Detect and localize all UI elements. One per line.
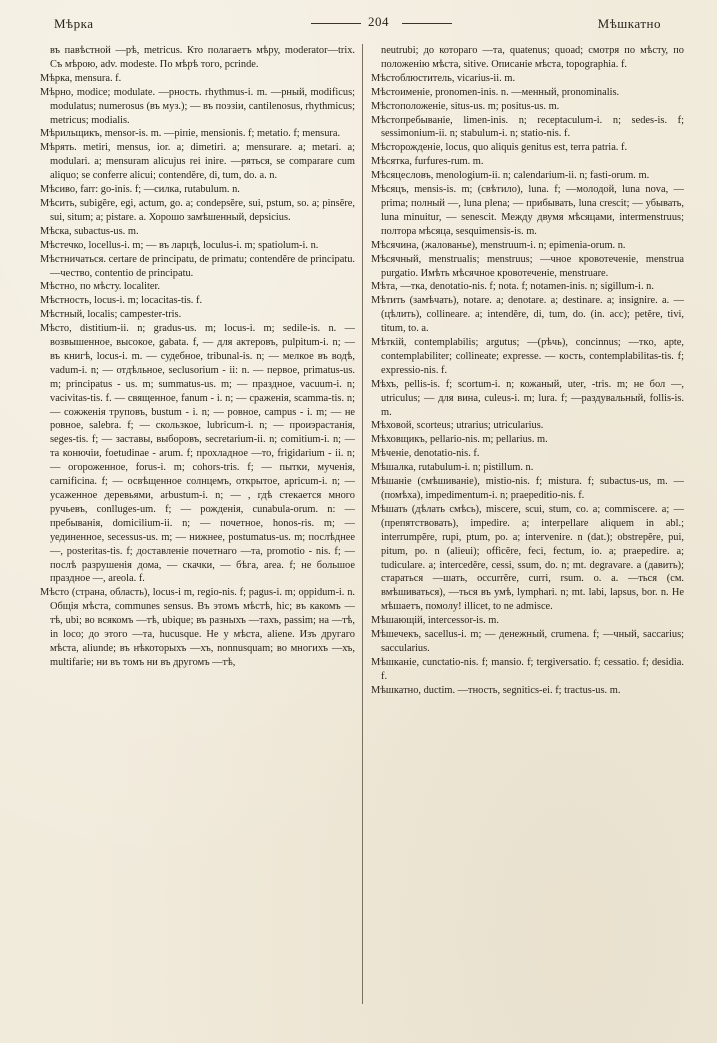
header-rule-left xyxy=(311,23,361,24)
entry: Мѣстечко, locellus-i. m; — въ ларцѣ, loculus-i. m; spatiolum-i. n. xyxy=(40,239,319,251)
entry: Мѣшечекъ, sacellus-i. m; — денежный, crumena. f; —чный, saccarius; saccularius. xyxy=(371,629,684,654)
entry: Мѣшающій, intercessor-is. m. xyxy=(371,615,499,627)
column-divider xyxy=(362,44,363,1004)
entry: Мѣрять. metiri, mensus, ior. a; dimetiri. a; mensurare. a; metari. a; modulari. a; mensuram alicujus rei inire. —ряться, se comparare cum aliquo; se conferre alicui; contendĕre, di, tum, do. a. n. xyxy=(40,142,355,182)
entry: Мѣсяцъ, mensis-is. m; (свѣтило), luna. f; —молодой, luna nova, — prima; полный —, luna plena; — прибывать, luna crescit; — убывать, luna minuitur, — senescit. Между двумя мѣсяцами, intermenstruus; полтора мѣсяца, sesquimensis-is. m. xyxy=(371,184,684,237)
page-number: 204 xyxy=(368,14,389,29)
entry: въ павѣстной —рѣ, metricus. Кто полагаетъ мѣру, moderator—trix. Съ мѣрою, adv. modeste. По мѣрѣ того, pcrinde. xyxy=(50,45,355,70)
entry: Мѣсить, subigĕre, egi, actum, go. a; condepsĕre, sui, pstum, so. a; pinsĕre, sui, situm; a; pistare. a. Хорошо замѣшенный, depsicius. xyxy=(40,197,355,223)
header-rule-right xyxy=(402,23,452,24)
entry: Мѣсячина, (жалованье), menstruum-i. n; epimenia-orum. n. xyxy=(371,239,626,251)
page-header xyxy=(36,12,679,34)
entry: Мѣрка, mensura. f. xyxy=(40,72,122,84)
entry: Мѣстный, localis; campester-tris. xyxy=(40,309,182,321)
entry: Мѣсторожденіе, locus, quo aliquis genitus est, terra patria. f. xyxy=(371,142,628,154)
entry: Мѣченіе, denotatio-nis. f. xyxy=(371,448,480,460)
entry: Мѣткій, contemplabilis; argutus; —(рѣчь), concinnus; —ткo, apte, contemplabiliter; collineate; expresse. — кость, contemplabilitas-tis. f; expressio-nis. f. xyxy=(371,337,684,376)
entry: Мѣсто (страна, область), locus-i m, regio-nis. f; pagus-i. m; oppidum-i. n. Общія мѣста, communes sensus. Въ этомъ мѣстѣ, hic; въ какомъ —тѣ, ubi; во всякомъ —тѣ, ubique; въ разныхъ —тахъ, passim; на —тѣ, in loco; до этого —та, hucusque. Не у мѣста, aliene. Изъ другаго мѣста, aliunde; въ нѣкоторыхъ —хъ, nonnusquam; во многихъ —хъ, multifarie; ни въ томъ ни въ другомъ —тѣ, xyxy=(40,587,355,668)
entry: Мѣстопребываніе, limen-inis. n; receptaculum-i. n; sedes-is. f; sessimonium-ii. n; stabulum-i. n; statio-nis. f. xyxy=(371,114,684,140)
entry: Мѣстно, по мѣсту. localiter. xyxy=(40,281,160,293)
right-column xyxy=(371,44,684,698)
left-column xyxy=(40,44,355,670)
entry: Мѣховой, scorteus; utrarius; utricularius. xyxy=(371,420,544,432)
entry: neutrubi; до котораго —та, quatenus; quoad; смотря по мѣсту, по положенію мѣста, sitive. Описаніе мѣста, topographia. f. xyxy=(381,45,684,70)
entry: Мѣхъ, pellis-is. f; scortum-i. n; кожаный, uter, -tris. m; не бол —, utriculus; — для вина, culeus-i. m; lura. f; —раздувальный, follis-is. m. xyxy=(371,378,684,418)
entry: Мѣсячный, menstrualis; menstruus; —чное кровотеченіе, menstrua purgatio. Имѣть мѣсячное кровотеченіе, menstruare. xyxy=(371,253,684,279)
entry: Мѣстоблюститель, vicarius-ii. m. xyxy=(371,72,516,84)
entry: Мѣстничаться. certare de principatu, de primatu; contendĕre de principatu. —чество, contentio de principatu. xyxy=(40,253,355,279)
entry: Мѣсиво, farr: go-inis. f; —силка, rutabulum. n. xyxy=(40,184,240,196)
entry: Мѣшаніе (смѣшиваніе), mistio-nis. f; mistura. f; subactus-us, m. — (помѣха), impedimentum-i. n; praepeditio-nis. f. xyxy=(371,476,684,501)
entry: Мѣсятка, furfures-rum. m. xyxy=(371,156,484,168)
entry: Мѣшканіе, cunctatio-nis. f; mansio. f; tergiversatio. f; cessatio. f; desidia. f. xyxy=(371,656,684,682)
entry: Мѣсто, distitium-ii. n; gradus-us. m; locus-i. m; sedile-is. n. — возвышенное, высокое, gabata. f, — для актеровъ, pulpitum-i. n; — въ книгѣ, locus-i. m. — судебное, tribunal-is. n; — мелкое въ водѣ, vadum-i. n; — отдѣльное, seclusorium - ii: n. — первое, primatus-us. m; principatus - us. m; summatus-us. m; — праздное, vacuum-i. n; vacivitas-tis. f. — священное, fanum - i. n; — сраженія, scamma-tis. n; — сожженія труповъ, bustum - i. n; — ровное, campus - i. m; — не ровное, salebra. f; — скользкое, lubricum-i. n; — проиэрастанія, seges-tis. f; — заставы, выборовъ, secretarium-ii. n; comitium-i. n; —та конючіи, foetudinae - arum. f; прохладное —то, frigidarium - ii. n; — огороженное, forus-i. m; cohors-tris. f; — пытки, мученія, carnificina. f; — освѣщенное солнцемъ, открытое, apricum-i. n; — усаженное деревьями, arbustum-i. n; — , гдѣ стекается много ручьевъ, conlluges-um. f; — рожденія, cunabula-orum. n: — пребыванія, domicilium-ii. n; — почетное, honos-ris. m; — уединенное, secessus-us. m; — нижнее, postumatus-us. m; послѣднее —, posteritas-tis. f; доставленіе почетнаго —та, promotio - nis. f; — послѣ разрушенія дома, — скачки, — бѣга, area. f; не большое праздное —, areola. f. xyxy=(40,323,355,585)
running-head-left: Мѣрка xyxy=(54,16,94,31)
entry: Мѣрильщикъ, mensor-is. m. —ріпіе, mensionis. f; metatio. f; mensura. xyxy=(40,128,341,140)
entry: Мѣска, subactus-us. m. xyxy=(40,225,139,237)
entry: Мѣстоименіе, pronomen-inis. n. —менный, pronominalis. xyxy=(371,86,620,98)
entry: Мѣховщикъ, pellario-nis. m; pellarius. m. xyxy=(371,434,548,446)
entry: Мѣшкатно, ductim. —тность, segnitics-ei. f; tractus-us. m. xyxy=(371,684,621,696)
running-head-right: Мѣшкатно xyxy=(597,16,661,31)
entry: Мѣшать (дѣлать смѣсь), miscere, scui, stum, co. a; commiscere. a; — (препятствовать), impedire. a; interpellare aliquem in abl.; interrumpĕre, rupi, ptum, po. a; intervenire. n (dat.); obstrepĕre, pui, pitum, po. n (alieui); officĕre, feci, fectum, io. a; praepedire. a; tudiculare. a; intercedĕre, cessi, ssum, do. n; mt. degravare. a (давить); стараться —шать, occurrĕre, curri, rsum. o. a. —тьcя (см. вмѣшиваться), —ться въ умѣ, lymphari. n; mt. labi, lapsus, bor. n. Не мѣшаетъ, помолу! illicet, to ne admisce. xyxy=(371,503,684,613)
entry: Мѣтить (замѣчать), notare. a; denotare. a; destinare. a; insignire. a. —(цѣлить), collineare. a; intendĕre, di, tum, do. (in. acc); petĕre, tivi, titum, to. a. xyxy=(371,295,684,335)
entry: Мѣстоположеніе, situs-us. m; positus-us. m. xyxy=(371,100,560,112)
entry: Мѣстность, locus-i. m; locacitas-tis. f. xyxy=(40,295,203,307)
entry: Мѣсяцесловъ, menologium-ii. n; calendarium-ii. n; fasti-orum. m. xyxy=(371,170,650,182)
entry: Мѣрно, modice; modulate. —рность. rhythmus-i. m. —рный, modificus; modulatus; numerosus (въ муз.); — въ поэзіи, cantilenosus, rhythmicus; metricus; modialis. xyxy=(40,86,355,126)
entry: Мѣта, —тка, denotatio-nis. f; nota. f; notamen-inis. n; sigillum-i. n. xyxy=(371,281,654,293)
entry: Мѣшалка, rutabulum-i. n; pistillum. n. xyxy=(371,462,534,474)
